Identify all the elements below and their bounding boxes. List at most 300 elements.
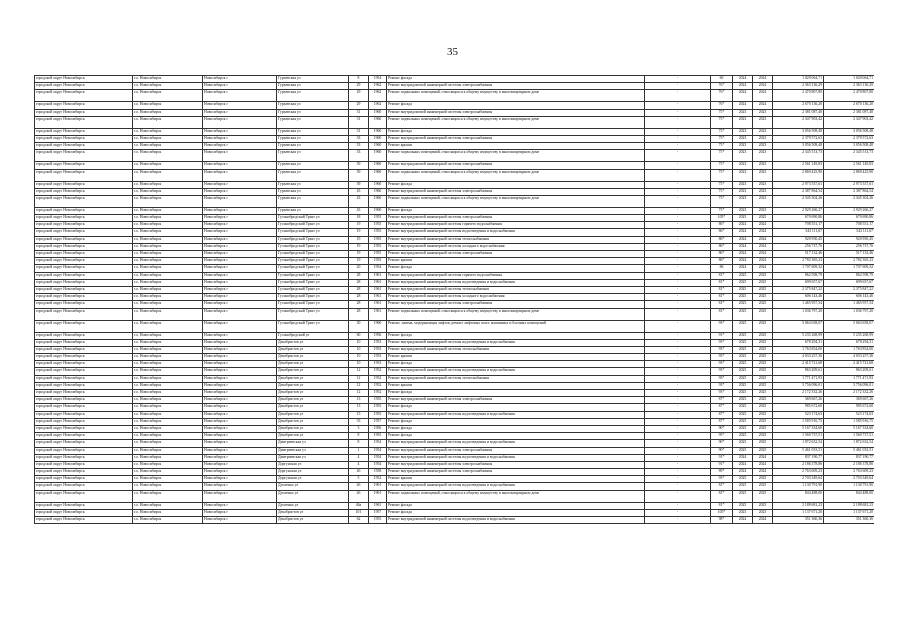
cell-settlement: г.о. Новосибирск: [133, 229, 203, 236]
cell-cost: 523 174,63: [773, 411, 824, 418]
cell-house-number: 19: [349, 229, 369, 236]
cell-work-type: Ремонт крыши: [387, 476, 645, 483]
cell-settlement: г.о. Новосибирск: [133, 195, 203, 207]
cell-street: Доргунская ул: [277, 461, 349, 468]
table-row: [35, 375, 875, 382]
cell-wear: 91*: [711, 454, 733, 461]
cell-work-type: Ремонт фасада: [387, 502, 645, 509]
cell-settlement: г.о. Новосибирск: [133, 368, 203, 375]
cell-period-end: 2023: [753, 150, 773, 162]
cell-street: Гурьевская ул: [277, 181, 349, 188]
cell-cost: 1 137 671,20: [773, 509, 824, 516]
cell-note: -: [645, 169, 711, 181]
cell-note: -: [645, 476, 711, 483]
cell-district: городской округ Новосибирск: [35, 502, 133, 509]
cell-cost-total: 3 056 508,48: [824, 143, 875, 150]
table-row: [35, 116, 875, 128]
cell-house-number: 33: [349, 150, 369, 162]
cell-note: -: [645, 286, 711, 293]
cell-note: -: [645, 162, 711, 169]
cell-cost-total: 3 756 096,01: [824, 382, 875, 389]
table-row: [35, 346, 875, 353]
cell-street: Декабристов ул: [277, 375, 349, 382]
cell-city: Новосибирск г: [203, 229, 277, 236]
cell-period-end: 2023: [753, 188, 773, 195]
cell-work-type: Ремонт фасада: [387, 433, 645, 440]
cell-city: Новосибирск г: [203, 433, 277, 440]
cell-city: Новосибирск г: [203, 461, 277, 468]
cell-street: Декабристов ул: [277, 404, 349, 411]
cell-note: -: [645, 109, 711, 116]
cell-wear: 93*: [711, 354, 733, 361]
cell-period-start: 2024: [733, 243, 753, 250]
cell-wear: 81*: [711, 308, 733, 320]
cell-district: городской округ Новосибирск: [35, 404, 133, 411]
cell-district: городской округ Новосибирск: [35, 258, 133, 265]
cell-house-number: 12: [349, 368, 369, 375]
cell-period-end: 2025: [753, 346, 773, 353]
table-row: [35, 308, 875, 320]
table-row: [35, 279, 875, 286]
cell-house-number: 10: [349, 361, 369, 368]
cell-street: Декабристов ул: [277, 425, 349, 432]
cell-note: -: [645, 279, 711, 286]
cell-wear: 86*: [711, 251, 733, 258]
cell-period-end: 2025: [753, 382, 773, 389]
cell-settlement: г.о. Новосибирск: [133, 469, 203, 476]
cell-period-start: 2025: [733, 346, 753, 353]
cell-period-end: 2024: [753, 454, 773, 461]
cell-city: Новосибирск г: [203, 243, 277, 250]
cell-settlement: г.о. Новосибирск: [133, 509, 203, 516]
cell-wear: 81*: [711, 279, 733, 286]
cell-period-end: 2025: [753, 308, 773, 320]
cell-work-type: Ремонт внутридомовой инженерной системы горячего водоснабжения: [387, 222, 645, 229]
cell-year-built: 1960: [369, 150, 387, 162]
cell-settlement: г.о. Новосибирск: [133, 308, 203, 320]
cell-work-type: Ремонт внутридомовой инженерной системы электроснабжения: [387, 397, 645, 404]
cell-year-built: 1962: [369, 102, 387, 109]
table-row: [35, 169, 875, 181]
cell-cost-total: 2 782 365,23: [824, 258, 875, 265]
cell-settlement: г.о. Новосибирск: [133, 397, 203, 404]
table-row: [35, 286, 875, 293]
cell-house-number: 28: [349, 301, 369, 308]
cell-settlement: г.о. Новосибирск: [133, 411, 203, 418]
table-row: [35, 150, 875, 162]
cell-settlement: г.о. Новосибирск: [133, 361, 203, 368]
cell-settlement: г.о. Новосибирск: [133, 128, 203, 135]
cell-period-start: 2023: [733, 169, 753, 181]
cell-cost-total: 2 470 807,80: [824, 90, 875, 102]
cell-cost: 862 598,79: [773, 272, 824, 279]
cell-note: -: [645, 361, 711, 368]
cell-wear: 86*: [711, 243, 733, 250]
cell-street: Гусинобродский Тракт ул: [277, 222, 349, 229]
cell-settlement: г.о. Новосибирск: [133, 243, 203, 250]
cell-cost: 5 063 658,07: [773, 320, 824, 332]
table-row: [35, 490, 875, 502]
cell-street: Гусинобродский Тракт ул: [277, 265, 349, 272]
cell-note: -: [645, 181, 711, 188]
cell-district: городской округ Новосибирск: [35, 162, 133, 169]
cell-period-start: 2025: [733, 354, 753, 361]
cell-year-built: 1955: [369, 517, 387, 524]
cell-cost-total: 3 056 508,48: [824, 128, 875, 135]
cell-period-start: 2023: [733, 188, 753, 195]
cell-street: Декабристов ул: [277, 517, 349, 524]
cell-city: Новосибирск г: [203, 346, 277, 353]
cell-settlement: г.о. Новосибирск: [133, 476, 203, 483]
cell-year-built: 1956: [369, 425, 387, 432]
cell-cost: 1 771 471,93: [773, 375, 824, 382]
cell-house-number: 33: [349, 143, 369, 150]
table-row: [35, 368, 875, 375]
cell-cost-total: 351 360,36: [824, 517, 875, 524]
cell-year-built: 1955: [369, 433, 387, 440]
cell-wear: 93*: [711, 375, 733, 382]
cell-period-start: 2023: [733, 207, 753, 214]
cell-cost: 1 020 064,71: [773, 76, 824, 83]
cell-year-built: 1961: [369, 286, 387, 293]
cell-note: -: [645, 135, 711, 142]
cell-year-built: 1953: [369, 339, 387, 346]
cell-cost: 2 363 136,29: [773, 83, 824, 90]
cell-street: Гурьевская ул: [277, 143, 349, 150]
cell-settlement: г.о. Новосибирск: [133, 332, 203, 339]
table-row: [35, 382, 875, 389]
cell-district: городской округ Новосибирск: [35, 517, 133, 524]
cell-note: -: [645, 425, 711, 432]
cell-house-number: 8: [349, 76, 369, 83]
cell-settlement: г.о. Новосибирск: [133, 301, 203, 308]
cell-period-start: 2025: [733, 294, 753, 301]
table-row: [35, 440, 875, 447]
cell-house-number: 4б: [349, 469, 369, 476]
cell-period-end: 2023: [753, 162, 773, 169]
cell-cost-total: 369 667,26: [824, 397, 875, 404]
cell-period-start: 2024: [733, 461, 753, 468]
cell-period-end: 2025: [753, 215, 773, 222]
cell-period-end: 2024: [753, 258, 773, 265]
cell-district: городской округ Новосибирск: [35, 332, 133, 339]
cell-settlement: г.о. Новосибирск: [133, 339, 203, 346]
cell-work-type: Ремонт внутридомовой инженерной системы электроснабжения: [387, 215, 645, 222]
cell-work-type: Ремонт внутридомовой инженерной системы водоотведения и водоснабжения: [387, 229, 645, 236]
cell-work-type: Ремонт внутридомовой инженерной системы теплоснабжения: [387, 236, 645, 243]
cell-settlement: г.о. Новосибирск: [133, 433, 203, 440]
cell-year-built: 1961: [369, 301, 387, 308]
cell-work-type: Ремонт фасада: [387, 181, 645, 188]
cell-house-number: 19: [349, 243, 369, 250]
cell-note: -: [645, 272, 711, 279]
cell-wear: 81*: [711, 502, 733, 509]
cell-district: городской округ Новосибирск: [35, 143, 133, 150]
cell-cost: 2 782 365,23: [773, 258, 824, 265]
cell-year-built: 1955: [369, 404, 387, 411]
cell-cost: 1 036 797,20: [773, 308, 824, 320]
cell-settlement: г.о. Новосибирск: [133, 251, 203, 258]
cell-year-built: 1953: [369, 361, 387, 368]
cell-settlement: г.о. Новосибирск: [133, 354, 203, 361]
table-row: [35, 332, 875, 339]
cell-work-type: Ремонт фасада: [387, 102, 645, 109]
cell-settlement: г.о. Новосибирск: [133, 102, 203, 109]
cell-city: Новосибирск г: [203, 411, 277, 418]
cell-district: городской округ Новосибирск: [35, 433, 133, 440]
table-row: [35, 339, 875, 346]
cell-period-end: 2025: [753, 286, 773, 293]
cell-period-end: 2024: [753, 83, 773, 90]
cell-year-built: 1954: [369, 454, 387, 461]
cell-city: Новосибирск г: [203, 375, 277, 382]
cell-period-end: 2025: [753, 339, 773, 346]
cell-wear: 86*: [711, 258, 733, 265]
cell-note: -: [645, 418, 711, 425]
cell-city: Новосибирск г: [203, 76, 277, 83]
cell-work-type: Ремонт фасада: [387, 509, 645, 516]
cell-period-start: 2025: [733, 483, 753, 490]
cell-year-built: 1954: [369, 76, 387, 83]
cell-cost-total: 517 132,46: [824, 251, 875, 258]
cell-district: городской округ Новосибирск: [35, 272, 133, 279]
cell-year-built: 1960: [369, 109, 387, 116]
cell-period-end: 2025: [753, 404, 773, 411]
cell-settlement: г.о. Новосибирск: [133, 517, 203, 524]
cell-settlement: г.о. Новосибирск: [133, 502, 203, 509]
cell-note: -: [645, 332, 711, 339]
cell-wear: 93*: [711, 361, 733, 368]
cell-year-built: 1952: [369, 368, 387, 375]
table-row: [35, 258, 875, 265]
table-row: [35, 90, 875, 102]
cell-year-built: 1954: [369, 447, 387, 454]
cell-cost: 5 235 268,99: [773, 332, 824, 339]
cell-street: Гусинобродский Тракт ул: [277, 251, 349, 258]
cell-note: -: [645, 222, 711, 229]
table-row: [35, 143, 875, 150]
cell-work-type: Ремонт внутридомовой инженерной системы электроснабжения: [387, 109, 645, 116]
cell-period-end: 2024: [753, 102, 773, 109]
cell-wear: 75*: [711, 169, 733, 181]
cell-year-built: 1952: [369, 382, 387, 389]
cell-house-number: 39: [349, 162, 369, 169]
cell-cost: 1 707 609,32: [773, 265, 824, 272]
cell-note: -: [645, 143, 711, 150]
cell-district: городской округ Новосибирск: [35, 476, 133, 483]
cell-street: Гусинобродский Тракт ул: [277, 279, 349, 286]
cell-district: городской округ Новосибирск: [35, 215, 133, 222]
cell-street: Дупленко ул: [277, 483, 349, 490]
cell-wear: 86*: [711, 229, 733, 236]
cell-period-start: 2025: [733, 339, 753, 346]
cell-cost-total: 862 598,79: [824, 272, 875, 279]
cell-cost-total: 1 560 737,51: [824, 433, 875, 440]
cell-note: -: [645, 116, 711, 128]
cell-settlement: г.о. Новосибирск: [133, 135, 203, 142]
cell-street: Декабристов ул: [277, 418, 349, 425]
cell-cost: 4 033 257,36: [773, 354, 824, 361]
cell-settlement: г.о. Новосибирск: [133, 272, 203, 279]
cell-house-number: 4б: [349, 483, 369, 490]
table-row: [35, 222, 875, 229]
table-row: [35, 476, 875, 483]
table-row: [35, 181, 875, 188]
cell-period-start: 2023: [733, 135, 753, 142]
cell-city: Новосибирск г: [203, 102, 277, 109]
cell-cost: 5 461 033,51: [773, 447, 824, 454]
cell-district: городской округ Новосибирск: [35, 483, 133, 490]
cell-cost: 708 551,17: [773, 222, 824, 229]
cell-wear: 86: [711, 265, 733, 272]
page-number: 35: [447, 46, 458, 58]
cell-period-end: 2023: [753, 181, 773, 188]
cell-cost: 678 294,31: [773, 339, 824, 346]
cell-settlement: г.о. Новосибирск: [133, 215, 203, 222]
table-row: [35, 320, 875, 332]
cell-period-end: 2025: [753, 418, 773, 425]
cell-cost: 2 345 304,26: [773, 195, 824, 207]
cell-wear: 81*: [711, 294, 733, 301]
cell-district: городской округ Новосибирск: [35, 236, 133, 243]
cell-settlement: г.о. Новосибирск: [133, 320, 203, 332]
cell-period-start: 2023: [733, 109, 753, 116]
cell-street: Гурьевская ул: [277, 150, 349, 162]
cell-house-number: 60: [349, 332, 369, 339]
cell-district: городской округ Новосибирск: [35, 243, 133, 250]
cell-house-number: 4б: [349, 490, 369, 502]
cell-street: Гусинобродский Тракт ул: [277, 258, 349, 265]
cell-district: городской округ Новосибирск: [35, 229, 133, 236]
cell-period-end: 2025: [753, 361, 773, 368]
cell-note: -: [645, 490, 711, 502]
cell-district: городской округ Новосибирск: [35, 425, 133, 432]
cell-street: Декабристов ул: [277, 346, 349, 353]
cell-wear: 75*: [711, 195, 733, 207]
cell-street: Декабристов ул: [277, 339, 349, 346]
cell-note: -: [645, 368, 711, 375]
cell-note: -: [645, 294, 711, 301]
cell-city: Новосибирск г: [203, 476, 277, 483]
table-row: [35, 102, 875, 109]
cell-year-built: 1960: [369, 207, 387, 214]
cell-note: -: [645, 150, 711, 162]
cell-cost: 985 672,60: [773, 404, 824, 411]
cell-year-built: 1961: [369, 279, 387, 286]
table-row: [35, 354, 875, 361]
cell-period-end: 2023: [753, 509, 773, 516]
cell-year-built: 1961: [369, 490, 387, 502]
cell-work-type: Ремонт внутридомовой инженерной системы водоотведения и водоснабжения: [387, 454, 645, 461]
cell-house-number: 31: [349, 128, 369, 135]
cell-note: -: [645, 229, 711, 236]
cell-cost: 3 056 508,48: [773, 143, 824, 150]
cell-cost-total: 2 763 609,23: [824, 469, 875, 476]
cell-wear: 60: [711, 76, 733, 83]
cell-cost-total: 2 387 864,54: [824, 188, 875, 195]
cell-note: -: [645, 433, 711, 440]
cell-district: городской округ Новосибирск: [35, 368, 133, 375]
cell-note: -: [645, 454, 711, 461]
cell-work-type: Ремонт внутридомовой инженерной системы водоотведения и водоснабжения: [387, 279, 645, 286]
cell-wear: 87*: [711, 411, 733, 418]
cell-cost: 2 379 572,63: [773, 135, 824, 142]
cell-cost-total: 1 763 854,00: [824, 346, 875, 353]
cell-street: Гурьевская ул: [277, 102, 349, 109]
cell-cost-total: 920 950,45: [824, 236, 875, 243]
cell-house-number: 10: [349, 354, 369, 361]
cell-period-end: 2024: [753, 265, 773, 272]
cell-period-start: 2025: [733, 447, 753, 454]
cell-year-built: 1955: [369, 215, 387, 222]
cell-settlement: г.о. Новосибирск: [133, 207, 203, 214]
cell-city: Новосибирск г: [203, 397, 277, 404]
cell-period-start: 2023: [733, 116, 753, 128]
cell-note: -: [645, 90, 711, 102]
table-row: [35, 162, 875, 169]
cell-wear: 76*: [711, 90, 733, 102]
cell-cost-total: 1 137 671,20: [824, 509, 875, 516]
cell-wear: 75*: [711, 150, 733, 162]
cell-wear: 86*: [711, 236, 733, 243]
cell-note: -: [645, 251, 711, 258]
cell-settlement: г.о. Новосибирск: [133, 150, 203, 162]
cell-year-built: 1952: [369, 390, 387, 397]
cell-cost: 670 690,86: [773, 215, 824, 222]
table-row: [35, 229, 875, 236]
cell-period-start: 2025: [733, 368, 753, 375]
cell-settlement: г.о. Новосибирск: [133, 490, 203, 502]
cell-house-number: 46а: [349, 502, 369, 509]
cell-period-end: 2023: [753, 135, 773, 142]
cell-period-end: 2024: [753, 222, 773, 229]
cell-cost-total: 2 345 513,73: [824, 150, 875, 162]
cell-cost-total: 4 033 257,36: [824, 354, 875, 361]
cell-city: Новосибирск г: [203, 128, 277, 135]
cell-note: -: [645, 390, 711, 397]
table-row: [35, 272, 875, 279]
table-row: [35, 188, 875, 195]
cell-period-start: 2023: [733, 143, 753, 150]
cell-district: городской округ Новосибирск: [35, 181, 133, 188]
cell-city: Новосибирск г: [203, 339, 277, 346]
cell-period-end: 2025: [753, 294, 773, 301]
cell-period-start: 2025: [733, 490, 753, 502]
cell-street: Гусинобродский Тракт ул: [277, 308, 349, 320]
cell-city: Новосибирск г: [203, 454, 277, 461]
cell-cost-total: 2 869 425,90: [824, 169, 875, 181]
cell-wear: 93*: [711, 382, 733, 389]
cell-district: городской округ Новосибирск: [35, 397, 133, 404]
table-row: [35, 418, 875, 425]
cell-district: городской округ Новосибирск: [35, 339, 133, 346]
cell-period-end: 2025: [753, 440, 773, 447]
cell-street: Гусинобродский Тракт ул: [277, 236, 349, 243]
cell-house-number: 19: [349, 236, 369, 243]
cell-cost-total: 2 172 332,26: [824, 390, 875, 397]
cell-cost-total: 5 167 334,60: [824, 425, 875, 432]
cell-period-end: 2024: [753, 517, 773, 524]
cell-city: Новосибирск г: [203, 390, 277, 397]
cell-year-built: 1960: [369, 135, 387, 142]
cell-note: -: [645, 308, 711, 320]
table-row: [35, 404, 875, 411]
table-row: [35, 236, 875, 243]
cell-city: Новосибирск г: [203, 109, 277, 116]
cell-wear: 75*: [711, 109, 733, 116]
cell-house-number: 28: [349, 308, 369, 320]
cell-work-type: Ремонт крыши: [387, 382, 645, 389]
